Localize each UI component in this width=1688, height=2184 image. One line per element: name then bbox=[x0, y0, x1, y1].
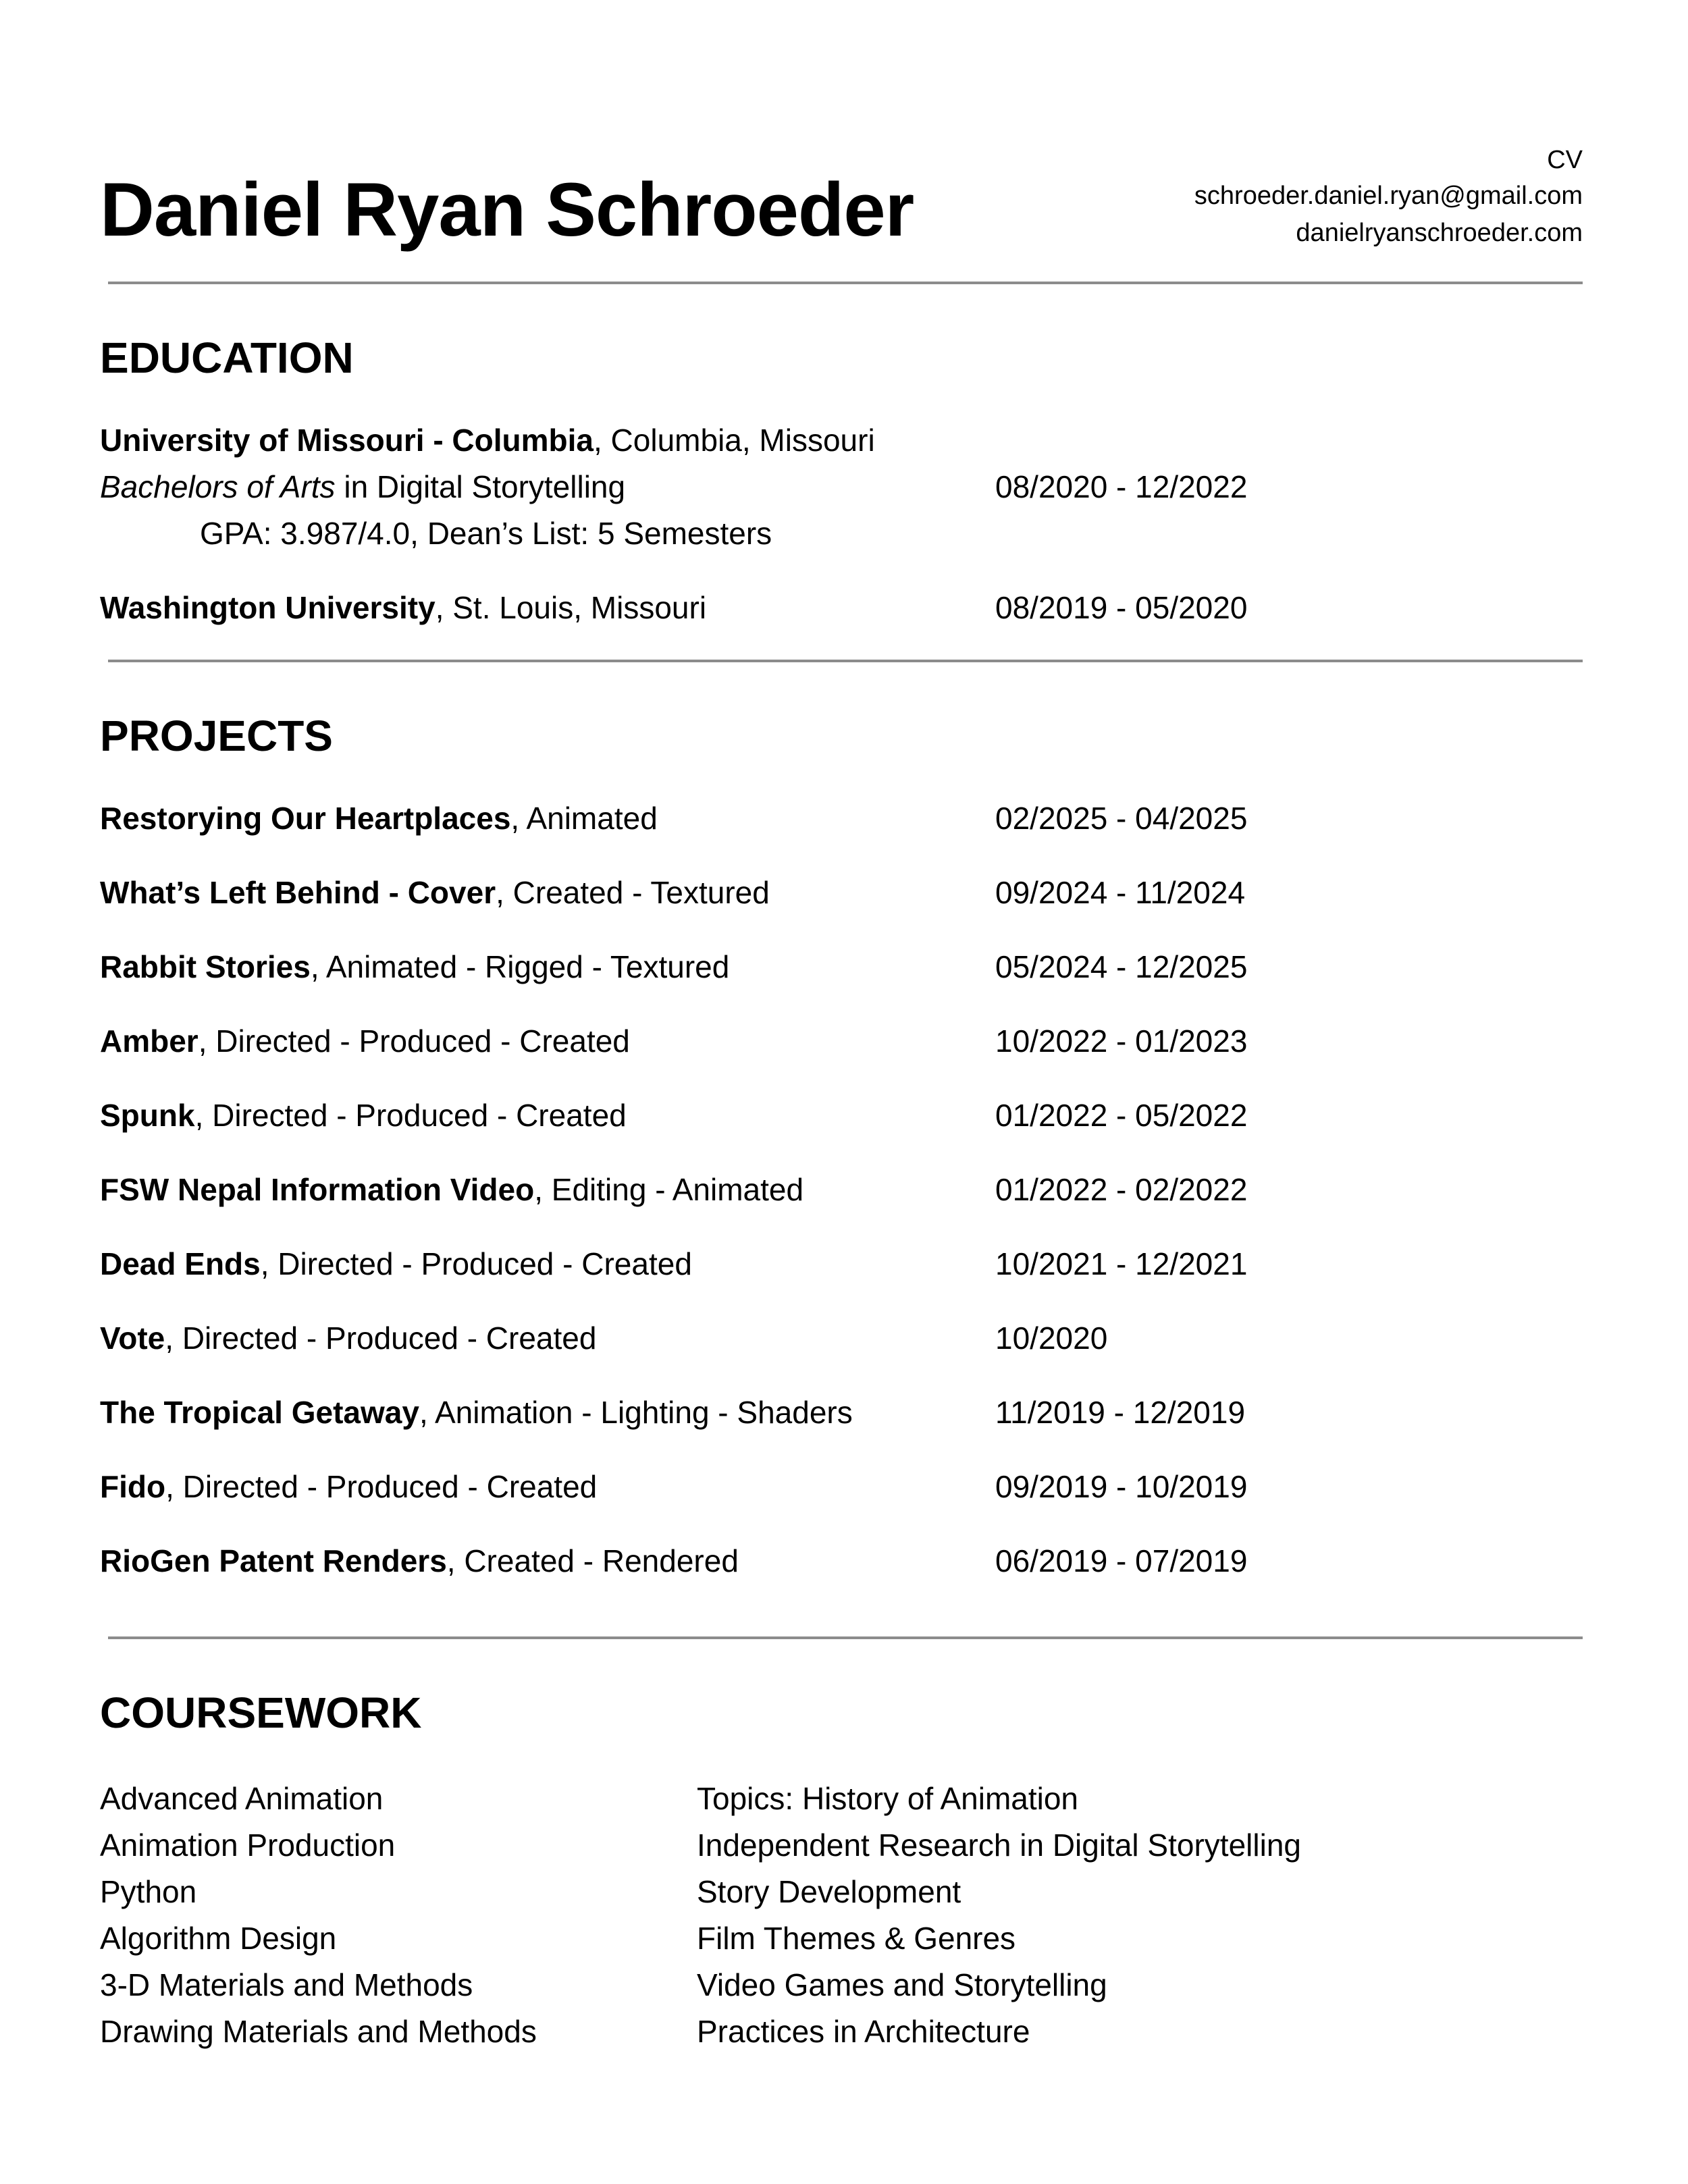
project-row bbox=[100, 872, 770, 913]
school-location: , St. Louis, Missouri bbox=[435, 590, 707, 625]
email-link[interactable]: schroeder.daniel.ryan@gmail.com bbox=[1194, 182, 1583, 210]
project-title: Rabbit Stories bbox=[100, 949, 311, 984]
project-dates: 06/2019 - 07/2019 bbox=[995, 1543, 1248, 1578]
project-roles: , Animation - Lighting - Shaders bbox=[419, 1395, 853, 1430]
project-title: Amber bbox=[100, 1023, 199, 1059]
project-roles: , Directed - Produced - Created bbox=[194, 1098, 627, 1133]
project-row bbox=[100, 1095, 627, 1136]
project-roles: , Directed - Produced - Created bbox=[260, 1246, 692, 1281]
project-row bbox=[100, 798, 658, 838]
project-roles: , Editing - Animated bbox=[534, 1172, 804, 1207]
course-item: Independent Research in Digital Storytelling bbox=[697, 1828, 1301, 1863]
project-roles: , Animated - Rigged - Textured bbox=[310, 949, 730, 984]
doc-type-label: CV bbox=[1547, 146, 1583, 174]
project-dates: 09/2024 - 11/2024 bbox=[995, 875, 1246, 910]
project-title: FSW Nepal Information Video bbox=[100, 1172, 535, 1207]
project-dates: 10/2020 bbox=[995, 1321, 1108, 1356]
course-item: Video Games and Storytelling bbox=[697, 1967, 1107, 2002]
course-item: Algorithm Design bbox=[100, 1921, 337, 1956]
project-title: The Tropical Getaway bbox=[100, 1395, 419, 1430]
project-row bbox=[100, 1169, 803, 1210]
project-row bbox=[100, 1392, 853, 1433]
school-name: University of Missouri - Columbia bbox=[100, 423, 594, 458]
coursework-heading: COURSEWORK bbox=[100, 1688, 422, 1737]
project-dates: 01/2022 - 02/2022 bbox=[995, 1172, 1248, 1207]
project-title: Restorying Our Heartplaces bbox=[100, 801, 511, 836]
projects-divider bbox=[108, 1636, 1583, 1639]
education-entry bbox=[100, 587, 706, 628]
course-item: Animation Production bbox=[100, 1828, 396, 1863]
degree-name: Bachelors of Arts bbox=[100, 469, 336, 504]
project-dates: 10/2022 - 01/2023 bbox=[995, 1023, 1248, 1059]
project-roles: , Animated bbox=[510, 801, 658, 836]
project-roles: , Directed - Produced - Created bbox=[165, 1321, 597, 1356]
coursework-left-column bbox=[100, 1776, 537, 2055]
project-title: Spunk bbox=[100, 1098, 195, 1133]
project-row bbox=[100, 1244, 692, 1284]
course-item: Python bbox=[100, 1874, 197, 1909]
coursework-right-column bbox=[697, 1776, 1301, 2055]
course-item: Practices in Architecture bbox=[697, 2014, 1030, 2049]
project-dates: 05/2024 - 12/2025 bbox=[995, 949, 1248, 984]
website-link[interactable]: danielryanschroeder.com bbox=[1296, 219, 1583, 247]
project-roles: , Created - Textured bbox=[496, 875, 770, 910]
project-row bbox=[100, 1466, 597, 1507]
project-roles: , Directed - Produced - Created bbox=[198, 1023, 630, 1059]
education-divider bbox=[108, 660, 1583, 662]
school-location: , Columbia, Missouri bbox=[594, 423, 875, 458]
project-row bbox=[100, 1541, 739, 1581]
project-row bbox=[100, 947, 729, 987]
degree-field: in Digital Storytelling bbox=[335, 469, 626, 504]
project-row bbox=[100, 1318, 596, 1358]
degree-line bbox=[100, 467, 625, 507]
school-name: Washington University bbox=[100, 590, 436, 625]
course-item: Drawing Materials and Methods bbox=[100, 2014, 537, 2049]
course-item: 3-D Materials and Methods bbox=[100, 1967, 473, 2002]
project-dates: 10/2021 - 12/2021 bbox=[995, 1246, 1248, 1281]
project-title: Dead Ends bbox=[100, 1246, 261, 1281]
project-dates: 01/2022 - 05/2022 bbox=[995, 1098, 1248, 1133]
project-roles: , Directed - Produced - Created bbox=[165, 1469, 598, 1504]
education-dates: 08/2019 - 05/2020 bbox=[995, 590, 1248, 625]
course-item: Topics: History of Animation bbox=[697, 1781, 1079, 1816]
course-item: Advanced Animation bbox=[100, 1781, 384, 1816]
education-dates: 08/2020 - 12/2022 bbox=[995, 469, 1248, 504]
education-heading: EDUCATION bbox=[100, 334, 354, 382]
project-title: RioGen Patent Renders bbox=[100, 1543, 447, 1578]
project-title: Vote bbox=[100, 1321, 165, 1356]
education-entry bbox=[100, 420, 875, 460]
project-dates: 02/2025 - 04/2025 bbox=[995, 801, 1248, 836]
project-dates: 09/2019 - 10/2019 bbox=[995, 1469, 1248, 1504]
header-divider bbox=[108, 282, 1583, 284]
project-row bbox=[100, 1021, 630, 1061]
project-roles: , Created - Rendered bbox=[446, 1543, 739, 1578]
project-title: What’s Left Behind - Cover bbox=[100, 875, 496, 910]
course-item: Film Themes & Genres bbox=[697, 1921, 1016, 1956]
course-item: Story Development bbox=[697, 1874, 961, 1909]
projects-heading: PROJECTS bbox=[100, 712, 333, 760]
full-name: Daniel Ryan Schroeder bbox=[100, 167, 914, 252]
project-title: Fido bbox=[100, 1469, 166, 1504]
gpa-note: GPA: 3.987/4.0, Dean’s List: 5 Semesters bbox=[200, 516, 772, 551]
project-dates: 11/2019 - 12/2019 bbox=[995, 1395, 1246, 1430]
